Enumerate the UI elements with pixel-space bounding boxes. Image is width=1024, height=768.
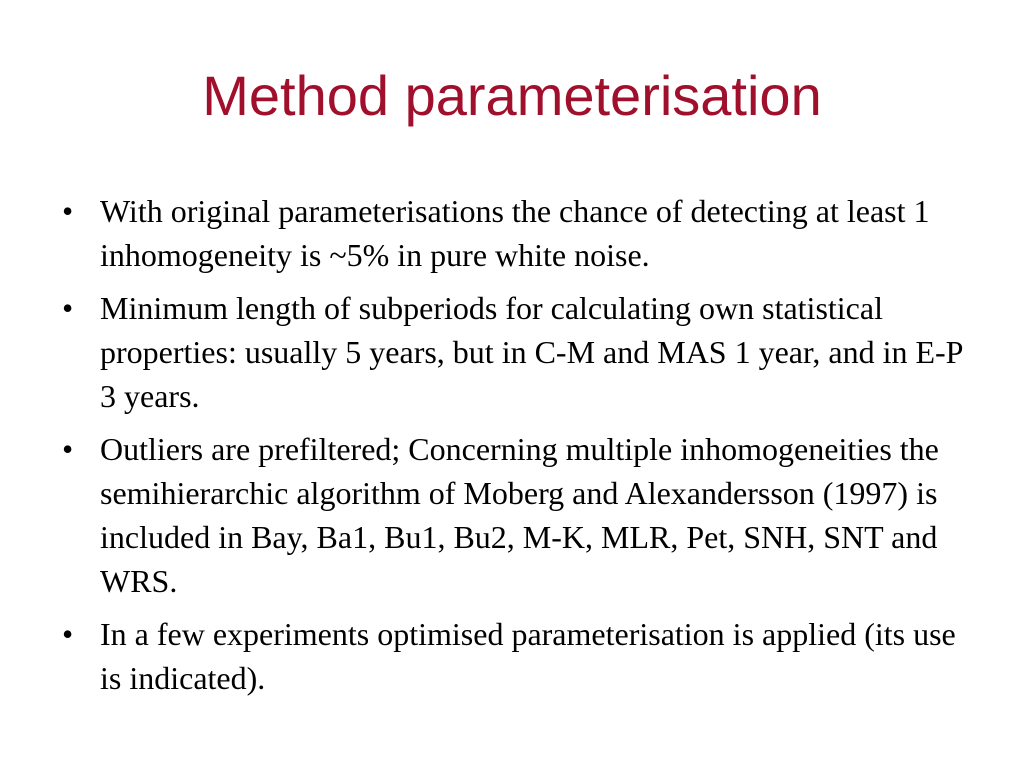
bullet-item bbox=[62, 427, 972, 603]
bullet-icon: • bbox=[62, 431, 74, 467]
bullet-item bbox=[62, 286, 972, 418]
bullet-icon: • bbox=[62, 290, 74, 326]
bullet-icon: • bbox=[62, 616, 74, 652]
bullet-icon: • bbox=[62, 193, 74, 229]
bullet-text: Minimum length of subperiods for calculating own statistical properties: usually 5 years, but in C-M and MAS 1 year, and in E-P 3 years. bbox=[100, 290, 963, 414]
slide-title: Method parameterisation bbox=[202, 64, 822, 127]
bullet-text: Outliers are prefiltered; Concerning multiple inhomogeneities the semihierarchic algorithm of Moberg and Alexandersson (1997) is included in Bay, Ba1, Bu1, Bu2, M-K, MLR, Pet, SNH, SNT and WRS. bbox=[100, 431, 939, 599]
bullet-text: In a few experiments optimised parameterisation is applied (its use is indicated). bbox=[100, 616, 956, 696]
bullet-text: With original parameterisations the chance of detecting at least 1 inhomogeneity is ~5% in pure white noise. bbox=[100, 193, 930, 273]
bullet-item bbox=[62, 189, 972, 277]
bullet-list bbox=[62, 189, 972, 709]
bullet-item bbox=[62, 612, 972, 700]
